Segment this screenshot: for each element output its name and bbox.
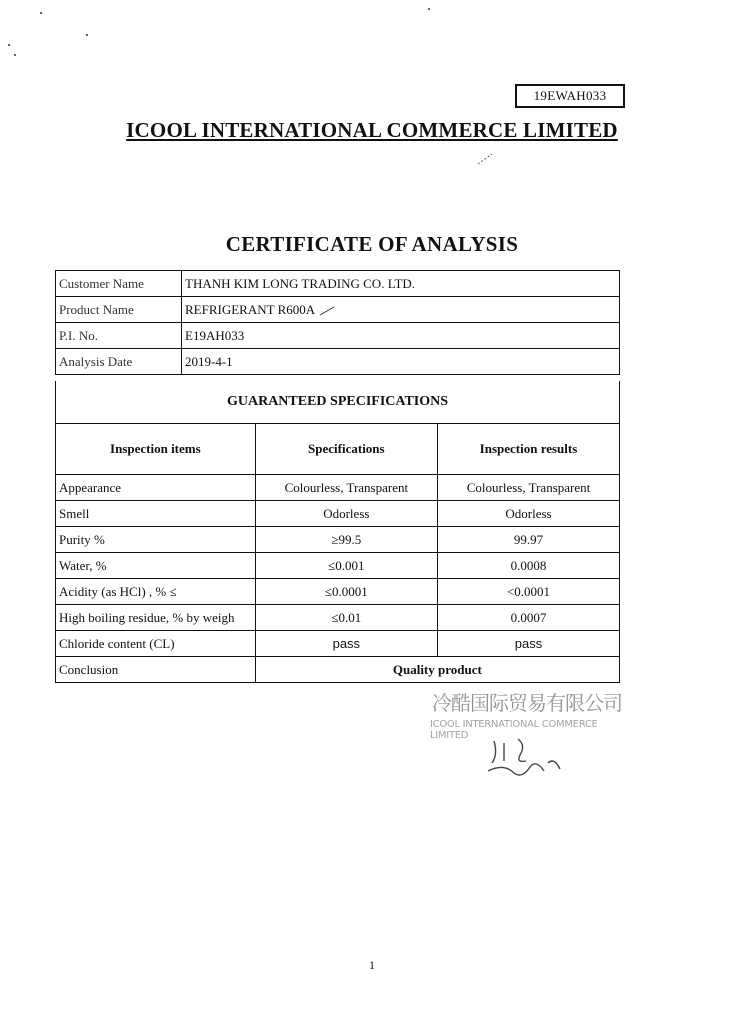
scan-speck bbox=[8, 44, 10, 46]
result-value: <0.0001 bbox=[437, 579, 619, 605]
inspection-item: Acidity (as HCl) , % ≤ bbox=[56, 579, 256, 605]
specification-value: ≤0.01 bbox=[255, 605, 437, 631]
table-row bbox=[56, 475, 620, 501]
table-header-row bbox=[56, 424, 620, 475]
result-value: Odorless bbox=[437, 501, 619, 527]
specification-value: ≤0.001 bbox=[255, 553, 437, 579]
page-number: 1 bbox=[369, 958, 375, 972]
table-row bbox=[56, 501, 620, 527]
scan-speck bbox=[14, 54, 16, 56]
specification-value: ≥99.5 bbox=[255, 527, 437, 553]
result-value: 0.0008 bbox=[437, 553, 619, 579]
company-stamp bbox=[418, 683, 638, 783]
info-value: THANH KIM LONG TRADING CO. LTD. bbox=[182, 271, 620, 297]
info-value: 2019-4-1 bbox=[182, 349, 620, 375]
scan-speck bbox=[40, 12, 42, 14]
table-row bbox=[56, 527, 620, 553]
conclusion-label: Conclusion bbox=[56, 657, 256, 683]
info-value: REFRIGERANT R600A bbox=[185, 301, 315, 317]
scan-speck bbox=[86, 34, 88, 36]
info-value-cell bbox=[182, 297, 620, 323]
inspection-item: Purity % bbox=[56, 527, 256, 553]
stamp-english-text: ICOOL INTERNATIONAL COMMERCE LIMITED bbox=[430, 719, 598, 741]
product-info-table bbox=[55, 270, 620, 375]
inspection-item: Water, % bbox=[56, 553, 256, 579]
specification-value: Odorless bbox=[255, 501, 437, 527]
column-header: Specifications bbox=[255, 424, 437, 475]
info-row-pi-number bbox=[56, 323, 620, 349]
specification-value: ≤0.0001 bbox=[255, 579, 437, 605]
specifications-table bbox=[55, 423, 620, 683]
info-label: Customer Name bbox=[56, 271, 182, 297]
info-row-product bbox=[56, 297, 620, 323]
reference-number: 19EWAH033 bbox=[515, 84, 625, 108]
pen-mark bbox=[476, 152, 494, 166]
company-name: ICOOL INTERNATIONAL COMMERCE LIMITED bbox=[126, 118, 618, 142]
column-header: Inspection results bbox=[437, 424, 619, 475]
result-value: Colourless, Transparent bbox=[437, 475, 619, 501]
result-value: 0.0007 bbox=[437, 605, 619, 631]
info-row-analysis-date bbox=[56, 349, 620, 375]
info-value: E19AH033 bbox=[182, 323, 620, 349]
conclusion-row bbox=[56, 657, 620, 683]
table-row bbox=[56, 631, 620, 657]
scan-speck bbox=[428, 8, 430, 10]
table-row bbox=[56, 553, 620, 579]
stamp-chinese-text: 冷酷国际贸易有限公司 bbox=[432, 691, 622, 715]
specification-value: Colourless, Transparent bbox=[255, 475, 437, 501]
result-value: 99.97 bbox=[437, 527, 619, 553]
inspection-item: Appearance bbox=[56, 475, 256, 501]
specification-value: pass bbox=[255, 631, 437, 657]
info-label: Analysis Date bbox=[56, 349, 182, 375]
specifications-heading: GUARANTEED SPECIFICATIONS bbox=[55, 381, 620, 424]
column-header: Inspection items bbox=[56, 424, 256, 475]
handwritten-signature bbox=[474, 733, 584, 779]
table-row bbox=[56, 579, 620, 605]
info-label: P.I. No. bbox=[56, 323, 182, 349]
inspection-item: High boiling residue, % by weigh bbox=[56, 605, 256, 631]
info-label: Product Name bbox=[56, 297, 182, 323]
inspection-item: Smell bbox=[56, 501, 256, 527]
info-row-customer bbox=[56, 271, 620, 297]
tick-mark bbox=[318, 305, 336, 317]
inspection-item: Chloride content (CL) bbox=[56, 631, 256, 657]
document-title: CERTIFICATE OF ANALYSIS bbox=[225, 232, 519, 256]
result-value: pass bbox=[437, 631, 619, 657]
conclusion-value: Quality product bbox=[255, 657, 619, 683]
table-row bbox=[56, 605, 620, 631]
